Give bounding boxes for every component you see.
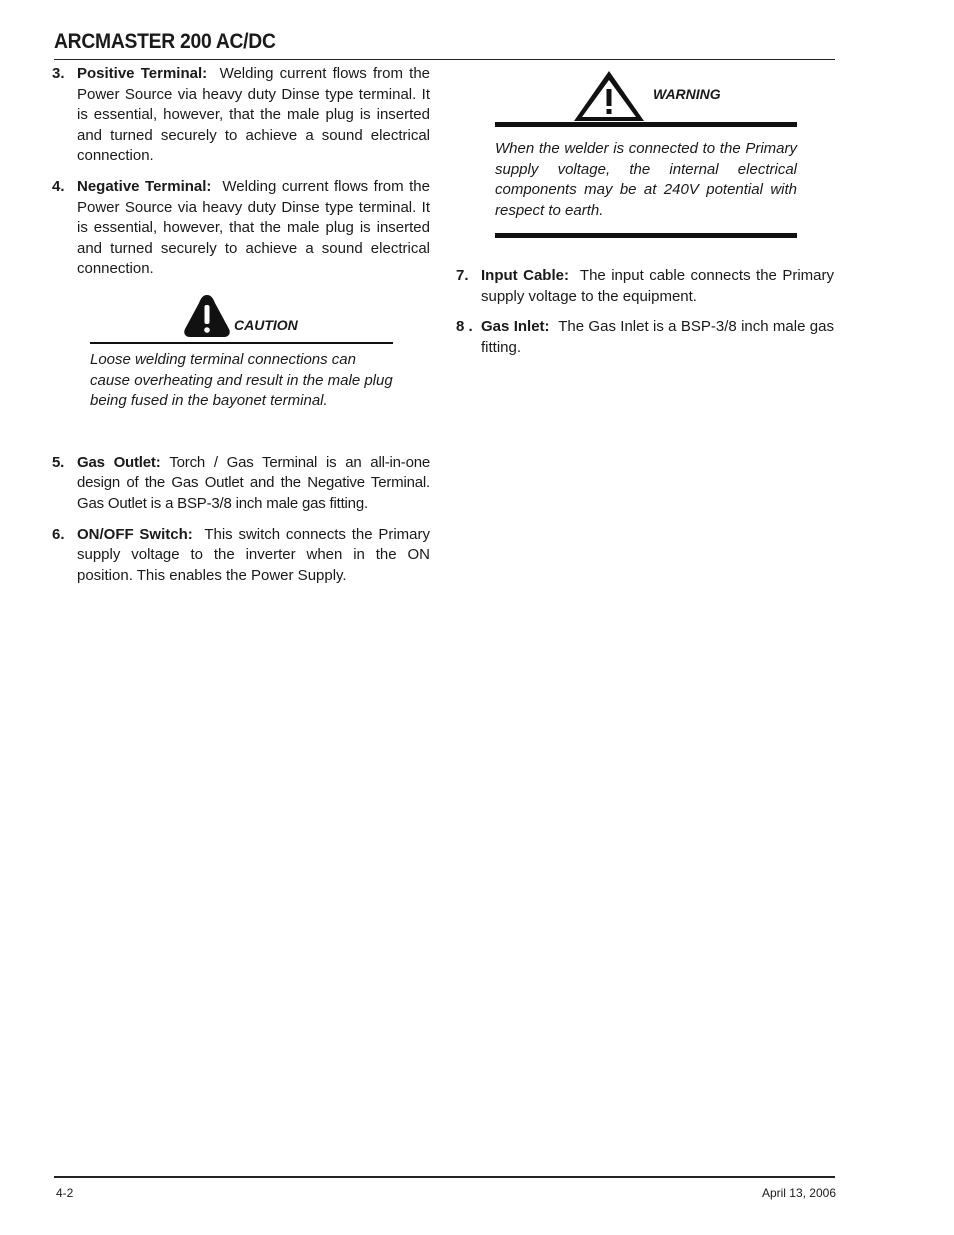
item-term: Gas Outlet: <box>77 453 161 471</box>
warning-block <box>495 70 797 238</box>
item-number: 5. <box>52 453 65 471</box>
caution-rule <box>90 342 393 344</box>
item-text: Welding current flows from the Power Source via heavy duty Dinse type terminal. It is essential, however, that the male plug is inserted and turned securely to achieve a sound electrical connection. <box>77 177 430 278</box>
list-item-4 <box>52 177 430 280</box>
list-item-3 <box>52 64 430 167</box>
warning-text: When the welder is connected to the Primary supply voltage, the internal electrical components may be at 240V potential with respect to earth. <box>495 140 797 219</box>
item-term: Input Cable: <box>481 267 569 284</box>
warning-rule-bottom <box>495 233 797 238</box>
item-text: Torch / Gas Terminal is an all-in-one design of the Gas Outlet and the Negative Terminal. Gas Outlet is a BSP-3/8 inch male gas fitting. <box>77 453 431 512</box>
item-term: ON/OFF Switch: <box>77 525 193 543</box>
item-text: The input cable connects the Primary supply voltage to the equipment. <box>481 267 835 305</box>
item-term: Positive Terminal: <box>77 65 208 82</box>
item-term: Gas Inlet: <box>481 318 550 336</box>
item-text: Welding current flows from the Power Source via heavy duty Dinse type terminal. It is essential, however, that the male plug is inserted and turned securely to achieve a sound electrical connection. <box>77 65 431 165</box>
item-term: Negative Terminal: <box>77 177 212 195</box>
item-text: The Gas Inlet is a BSP-3/8 inch male gas fitting. <box>481 318 834 356</box>
caution-text: Loose welding terminal connections can cause overheating and result in the male plug being fused in the bayonet terminal. <box>90 350 393 410</box>
item-number: 3. <box>52 65 65 82</box>
page-title: ARCMASTER 200 AC/DC <box>54 30 276 53</box>
item-number: 7. <box>456 267 469 284</box>
caution-icon <box>182 294 232 338</box>
right-column <box>456 266 834 368</box>
list-item-7 <box>456 266 834 307</box>
item-number: 8 . <box>456 318 473 336</box>
caution-label: CAUTION <box>234 317 298 334</box>
warning-label: WARNING <box>653 85 721 102</box>
list-item-8 <box>456 317 834 358</box>
list-item-5 <box>52 453 430 515</box>
left-column <box>52 64 430 596</box>
header-rule <box>54 59 835 60</box>
page-number: 4-2 <box>56 1186 74 1200</box>
warning-rule-top <box>495 122 797 127</box>
list-item-6 <box>52 525 430 587</box>
warning-icon <box>573 70 645 122</box>
footer-rule <box>54 1176 835 1178</box>
item-text: This switch connects the Primary supply voltage to the inverter when in the ON position. This enables the Power Supply. <box>77 525 430 584</box>
caution-block <box>90 294 393 412</box>
document-date: April 13, 2006 <box>761 1186 836 1200</box>
item-number: 6. <box>52 525 65 543</box>
item-number: 4. <box>52 177 65 195</box>
